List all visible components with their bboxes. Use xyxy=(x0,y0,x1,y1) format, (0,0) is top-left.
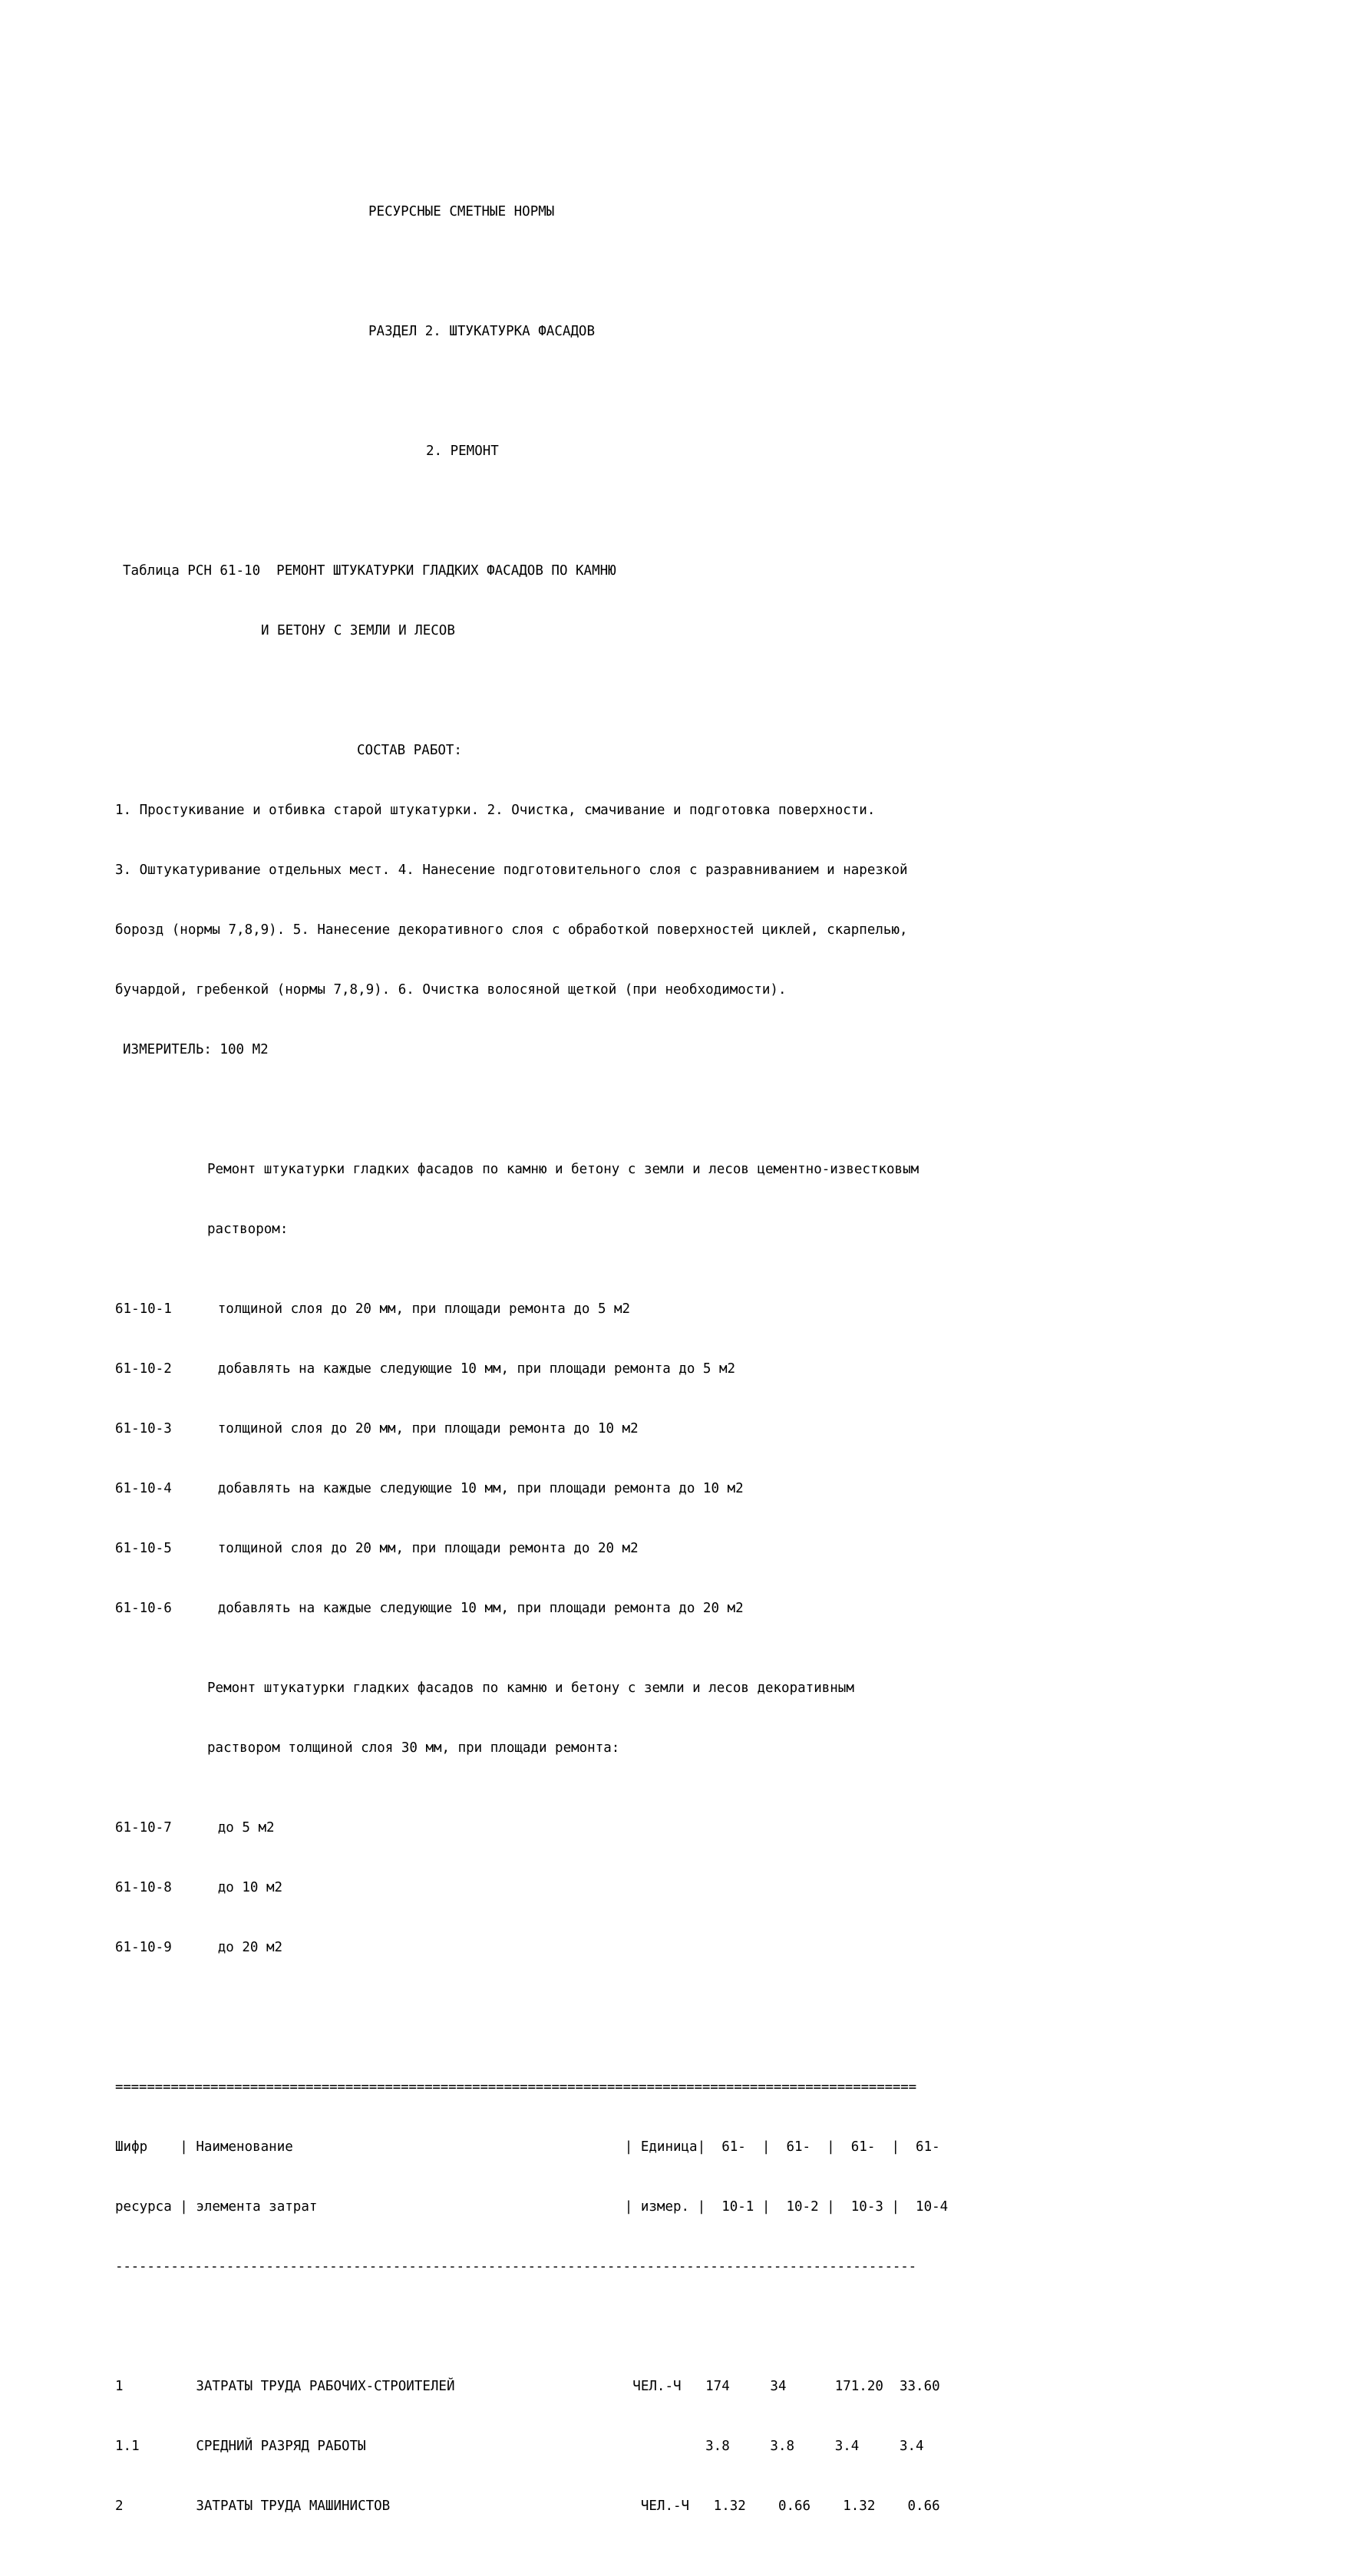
norm-item xyxy=(115,1598,1228,1618)
measure-line: ИЗМЕРИТЕЛЬ: 100 М2 xyxy=(123,1042,269,1057)
norm-text: до 20 м2 xyxy=(217,1940,283,1955)
document-subsection: 2. РЕМОНТ xyxy=(426,444,499,459)
spacer xyxy=(115,681,1228,701)
table-caption-line-1: Таблица РСН 61-10 РЕМОНТ ШТУКАТУРКИ ГЛАДКИХ ФАСАДОВ ПО КАМНЮ xyxy=(123,563,616,579)
works-line: бучардой, гребенкой (нормы 7,8,9). 6. Очистка волосяной щеткой (при необходимости). xyxy=(115,982,787,998)
spacer xyxy=(115,1100,1228,1120)
norms-intro2-line-2: раствором толщиной слоя 30 мм, при площади ремонта: xyxy=(207,1740,620,1756)
spacer xyxy=(115,2317,1228,2337)
norm-item xyxy=(115,1299,1228,1319)
norm-text: толщиной слоя до 20 мм, при площади ремонта до 10 м2 xyxy=(217,1421,639,1436)
spacer xyxy=(115,2017,1228,2037)
norm-item xyxy=(115,1818,1228,1838)
norms-intro2-line-1: Ремонт штукатурки гладких фасадов по камню и бетону с земли и лесов декоративным xyxy=(207,1681,854,1696)
norm-text: добавлять на каждые следующие 10 мм, при площади ремонта до 10 м2 xyxy=(217,1481,744,1496)
norm-code: 61-10-7 xyxy=(115,1820,172,1836)
table-row: 2 ЗАТРАТЫ ТРУДА МАШИНИСТОВ ЧЕЛ.-Ч 1.32 0.66 1.32 0.66 xyxy=(115,2498,940,2514)
norm-item xyxy=(115,1359,1228,1379)
table-caption-line-2: И БЕТОНУ С ЗЕМЛИ И ЛЕСОВ xyxy=(261,623,455,638)
document-title: РЕСУРСНЫЕ СМЕТНЫЕ НОРМЫ xyxy=(368,204,555,219)
norm-code: 61-10-5 xyxy=(115,1541,172,1556)
norm-item xyxy=(115,1419,1228,1439)
spacer xyxy=(115,501,1228,521)
table-row: 1 ЗАТРАТЫ ТРУДА РАБОЧИХ-СТРОИТЕЛЕЙ ЧЕЛ.-Ч 174 34 171.20 33.60 xyxy=(115,2379,940,2394)
table-header-row-2: ресурса | элемента затрат | измер. | 10-1 | 10-2 | 10-3 | 10-4 xyxy=(115,2199,949,2215)
norm-text: добавлять на каждые следующие 10 мм, при площади ремонта до 20 м2 xyxy=(217,1601,744,1616)
spacer xyxy=(115,262,1228,282)
norm-text: толщиной слоя до 20 мм, при площади ремонта до 20 м2 xyxy=(217,1541,639,1556)
works-line: 3. Оштукатуривание отдельных мест. 4. Нанесение подготовительного слоя с разравниванием и нарезкой xyxy=(115,863,908,878)
works-line: 1. Простукивание и отбивка старой штукатурки. 2. Очистка, смачивание и подготовка поверхности. xyxy=(115,803,876,818)
norm-item xyxy=(115,1878,1228,1898)
norm-text: до 10 м2 xyxy=(217,1880,283,1895)
table-rule-top: ===================================================================================================== xyxy=(115,2080,916,2095)
norm-item xyxy=(115,1479,1228,1499)
document-section: РАЗДЕЛ 2. ШТУКАТУРКА ФАСАДОВ xyxy=(368,324,596,339)
table-row: 1.1 СРЕДНИЙ РАЗРЯД РАБОТЫ 3.8 3.8 3.4 3.4 xyxy=(115,2439,924,2454)
table-header-row-1: Шифр | Наименование | Единица| 61- | 61- | 61- | 61- xyxy=(115,2139,940,2155)
norm-code: 61-10-9 xyxy=(115,1940,172,1955)
norm-code: 61-10-3 xyxy=(115,1421,172,1436)
norm-code: 61-10-4 xyxy=(115,1481,172,1496)
norm-code: 61-10-1 xyxy=(115,1301,172,1317)
spacer xyxy=(115,381,1228,401)
norms-intro-line-2: раствором: xyxy=(207,1222,289,1237)
norm-code: 61-10-8 xyxy=(115,1880,172,1895)
works-line: борозд (нормы 7,8,9). 5. Нанесение декоративного слоя с обработкой поверхностей циклей, скарпелью, xyxy=(115,922,908,938)
norms-intro-line-1: Ремонт штукатурки гладких фасадов по камню и бетону с земли и лесов цементно-известковым xyxy=(207,1162,919,1177)
table-rule-mid: ----------------------------------------------------------------------------------------------------- xyxy=(115,2259,916,2274)
norm-text: до 5 м2 xyxy=(217,1820,275,1836)
works-heading: СОСТАВ РАБОТ: xyxy=(357,743,462,758)
norm-text: толщиной слоя до 20 мм, при площади ремонта до 5 м2 xyxy=(217,1301,631,1317)
document-body xyxy=(115,142,1228,2576)
norm-item xyxy=(115,1539,1228,1558)
norm-code: 61-10-6 xyxy=(115,1601,172,1616)
norm-code: 61-10-2 xyxy=(115,1361,172,1377)
norm-text: добавлять на каждые следующие 10 мм, при площади ремонта до 5 м2 xyxy=(217,1361,736,1377)
norm-item xyxy=(115,1938,1228,1958)
